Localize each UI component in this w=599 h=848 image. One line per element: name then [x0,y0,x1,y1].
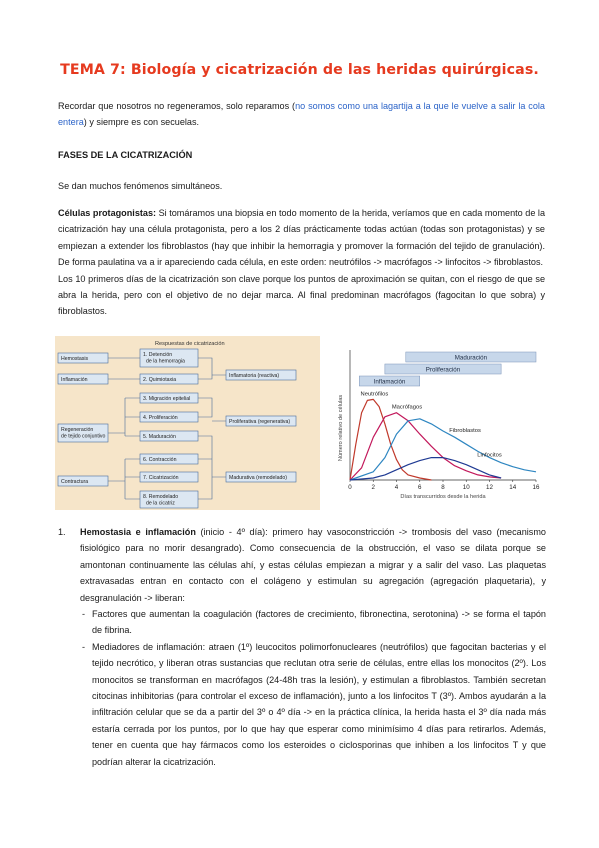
protagonists-text-2: Los 10 primeros días de la cicatrización son clave porque los puntos de aproximación se quitan, con el riesgo de que se abra la herida, pero con el objetivo de no dejar marca. Al final predominan macrófagos (fagocitan lo que sobra) y fibroblastos. [58,273,545,317]
page-title: TEMA 7: Biología y cicatrización de las heridas quirúrgicas. [60,62,539,78]
diagram-title: Respuestas de cicatrización [155,341,225,347]
right-label-inflammatory: Inflamatoria (reactiva) [229,373,280,379]
middle-label-1: 1. Detención de la hemorragia [143,352,185,365]
middle-label-3: 3. Migración epitelial [143,396,191,402]
x-tick-label: 12 [486,484,493,491]
middle-label-8: 8. Remodelado de la cicatriz [143,494,179,507]
series-label: Macrófagos [391,404,423,411]
right-label-proliferative: Proliferativa (regenerativa) [229,419,291,425]
intro-text: Recordar que nosotros no regeneramos, solo reparamos ( [58,101,296,111]
middle-label-2: 2. Quimiotaxia [143,377,177,383]
middle-label-5: 5. Maduración [143,434,176,440]
list-bullet-1 [82,606,546,639]
simultaneous-text: Se dan muchos fenómenos simultáneos. [58,181,223,191]
series-label: Linfocitos [477,452,502,459]
y-axis-label: Número relativo de células [338,394,344,462]
x-axis-label: Días transcurridos desde la herida [400,494,486,500]
healing-responses-diagram [55,336,320,510]
bullet-text: Mediadores de inflamación: atraen (1º) leucocitos polimorfonucleares (neutrófilos) que fagocitan bacterias y el tejido necrótico, y liberan otras sustancias que reclutan otra serie de células, entre ellas los monocitos (2º). Los monocitos se transforman en macrófagos (24-48h tras la lesión), y estimulan a fibroblastos. También secretan citocinas inhibitorias (para controlar el exceso de inflamación), junto a los linfocitos T (3º). Ambos ayudarán a la infiltración celular que se da a partir del 3º o 4º día -> en la práctica clínica, la herida hasta el 3º día nada más estaría cerrada por los puntos, por lo que hay que esperar como minimísimo 4 días para retirarlos. Además, tener en cuenta que hay fármacos como los esteroides o ciclosporinas que inhiben a los linfocitos T y que podrían alterar la cicatrización. [92,641,546,767]
right-label-maturative: Madurativa (remodelado) [229,475,287,481]
list-bullet-2 [82,639,546,770]
x-tick-label: 4 [394,484,399,491]
intro-paragraph [58,98,545,131]
cell-population-chart [324,344,545,504]
list-item-hemostasis [80,524,546,606]
phase-list [58,524,546,770]
middle-label-7: 7. Cicatrización [143,475,179,481]
list-item-text: (inicio - 4º día): primero hay vasoconstricción -> trombosis del vaso (mecanismo fisiológico para no morir desangrado). Como consecuencia de la obstrucción, el vaso se dilata porque se amontonan continuamente las células ahí, y estas células empiezan a migrar y a salir del vaso. Las plaquetas extravasadas entran en contacto con el colágeno y estimulan su agregación (agregación plaquetaria), y desgranulación -> liberan: [80,527,546,603]
series-label: Neutrófilos [360,391,389,398]
x-tick-label: 6 [418,484,422,491]
intro-text-end: ) y siempre es con secuelas. [83,117,200,128]
phase-label: Proliferación [425,366,461,374]
phase-label: Maduración [454,354,488,362]
bullet-dash: - [82,609,86,620]
intro-blue-note: no somos como una lagartija a la que le vuelve a salir la cola entera [58,101,545,128]
left-label-contracture: Contractura [61,479,89,485]
section-heading: FASES DE LA CICATRIZACIÓN [58,150,193,160]
list-item-label: Hemostasia e inflamación [80,527,196,537]
bullet-dash: - [82,641,86,652]
bullet-text: Factores que aumentan la coagulación (factores de crecimiento, fibronectina, serotonina) -> se forma el tapón de fibrina. [92,609,546,636]
protagonists-text: Si tomáramos una biopsia en todo momento de la herida, veríamos que en cada momento de la cicatrización hay una célula protagonista, pero a los 2 días prácticamente todas actúan (todas son protagonistas) y se empiezan a extender los fibroblastos (hay que inhibir la hemorragia y promover la formación del tejido de granulación). De forma paulatina va a ir apareciendo cada célula, en este orden: neutrófilos -> macrófagos -> linfocitos -> fibroblastos. [58,208,545,268]
left-label-inflammation: Inflamación [61,377,88,383]
x-tick-label: 2 [371,484,375,491]
x-tick-label: 16 [532,484,540,491]
x-tick-label: 14 [509,484,517,491]
phase-label: Inflamación [373,378,406,386]
list-number: 1. [58,527,66,537]
middle-label-6: 6. Contracción [143,457,177,463]
series-label: Fibroblastos [449,428,481,435]
middle-label-4: 4. Proliferación [143,415,178,421]
protagonists-paragraph [58,205,545,320]
x-tick-label: 8 [441,484,445,491]
x-tick-label: 0 [348,484,352,491]
x-tick-label: 10 [462,484,470,491]
protagonists-label: Células protagonistas: [58,208,157,218]
left-label-regeneration: Regeneración de tejido conjuntivo [61,427,106,440]
left-label-hemostasis: Hemostasis [61,356,89,362]
